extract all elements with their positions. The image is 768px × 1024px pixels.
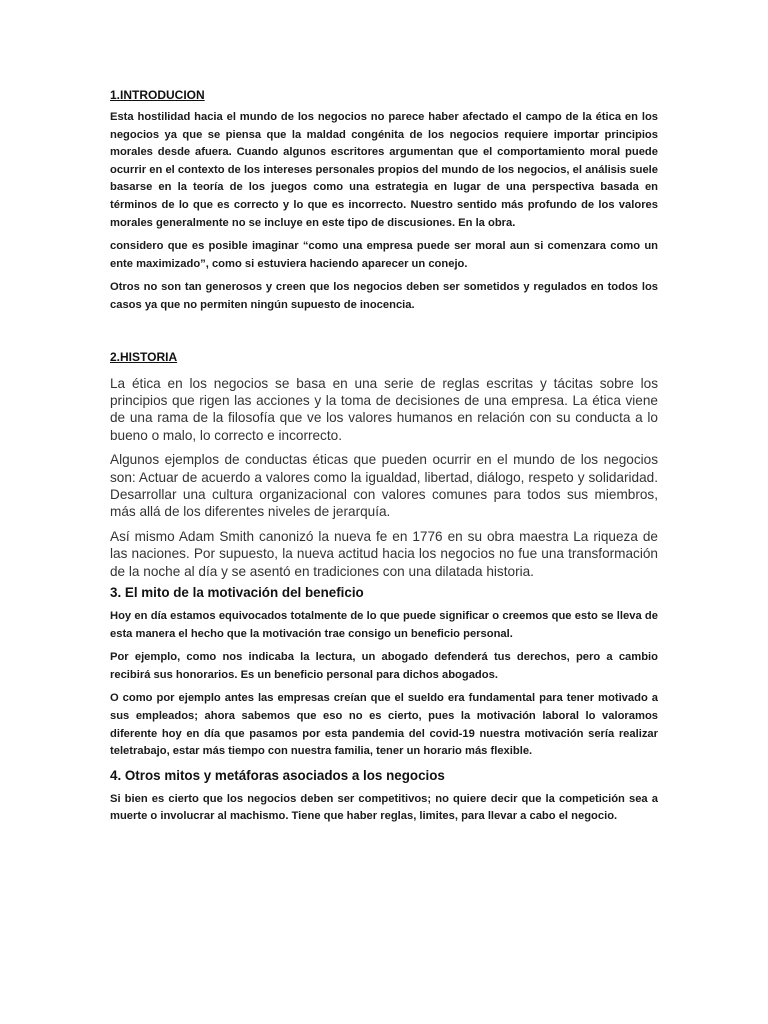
mito-paragraph-3: O como por ejemplo antes las empresas creían que el sueldo era fundamental para tener motivado a sus empleados; ahora sabemos que eso no es cierto, pues la motivación laboral lo valoramos diferente hoy en día que pasamos por esta pandemia del covid-19 nuestra motivación sería realizar teletrabajo, estar más tiempo con nuestra familia, tener un horario más flexible. xyxy=(110,692,658,758)
heading-mito-motivacion: 3. El mito de la motivación del beneficio xyxy=(110,585,364,600)
historia-paragraph-2: Algunos ejemplos de conductas éticas que pueden ocurrir en el mundo de los negocios son: Actuar de acuerdo a valores como la igualdad, libertad, diálogo, respeto y solidaridad. Desarrollar una cultura organizacional con valores comunes para todos sus miembros, más allá de los diferentes niveles de jerarquía. xyxy=(110,452,658,520)
heading-otros-mitos: 4. Otros mitos y metáforas asociados a los negocios xyxy=(110,767,445,783)
heading-historia: 2.HISTORIA xyxy=(110,349,178,364)
heading-introduccion: 1.INTRODUCION xyxy=(110,88,205,102)
historia-paragraph-3: Así mismo Adam Smith canonizó la nueva fe en 1776 en su obra maestra La riqueza de las naciones. Por supuesto, la nueva actitud hacia los negocios no fue una transformación de la noche al día y se asentó en tradiciones con una dilatada historia. xyxy=(110,528,658,579)
intro-paragraph-2: considero que es posible imaginar “como una empresa puede ser moral aun si comenzara como un ente maximizado”, como si estuviera haciendo aparecer un conejo. xyxy=(110,240,658,270)
mito-paragraph-1: Hoy en día estamos equivocados totalmente de lo que puede significar o creemos que esto se lleva de esta manera el hecho que la motivación trae consigo un beneficio personal. xyxy=(110,610,658,640)
mito-paragraph-2: Por ejemplo, como nos indicaba la lectura, un abogado defenderá tus derechos, pero a cambio recibirá sus honorarios. Es un beneficio personal para dichos abogados. xyxy=(110,651,658,681)
historia-paragraph-1: La ética en los negocios se basa en una serie de reglas escritas y tácitas sobre los principios que rigen las acciones y la toma de decisiones de una empresa. La ética viene de una rama de la filosofía que ve los valores humanos en relación con su conducta a lo bueno o malo, lo correcto e incorrecto. xyxy=(110,375,658,443)
intro-paragraph-1: Esta hostilidad hacia el mundo de los negocios no parece haber afectado el campo de la ética en los negocios ya que se piensa que la maldad congénita de los negocios requiere importar principios morales desde afuera. Cuando algunos escritores argumentan que el comportamiento moral puede ocurrir en el contexto de los intereses personales propios del mundo de los negocios, el análisis suele basarse en la teoría de los juegos como una estrategia en lugar de una perspectiva basada en términos de lo que es correcto y lo que es incorrecto. Nuestro sentido más profundo de los valores morales generalmente no se incluye en este tipo de discusiones. En la obra. xyxy=(110,111,658,229)
document-page xyxy=(110,87,658,832)
otros-paragraph-1: Si bien es cierto que los negocios deben ser competitivos; no quiere decir que la competición sea a muerte o involucrar al machismo. Tiene que haber reglas, limites, para llevar a cabo el negocio. xyxy=(110,792,658,823)
intro-paragraph-3: Otros no son tan generosos y creen que los negocios deben ser sometidos y regulados en todos los casos ya que no permiten ningún supuesto de inocencia. xyxy=(110,281,658,311)
